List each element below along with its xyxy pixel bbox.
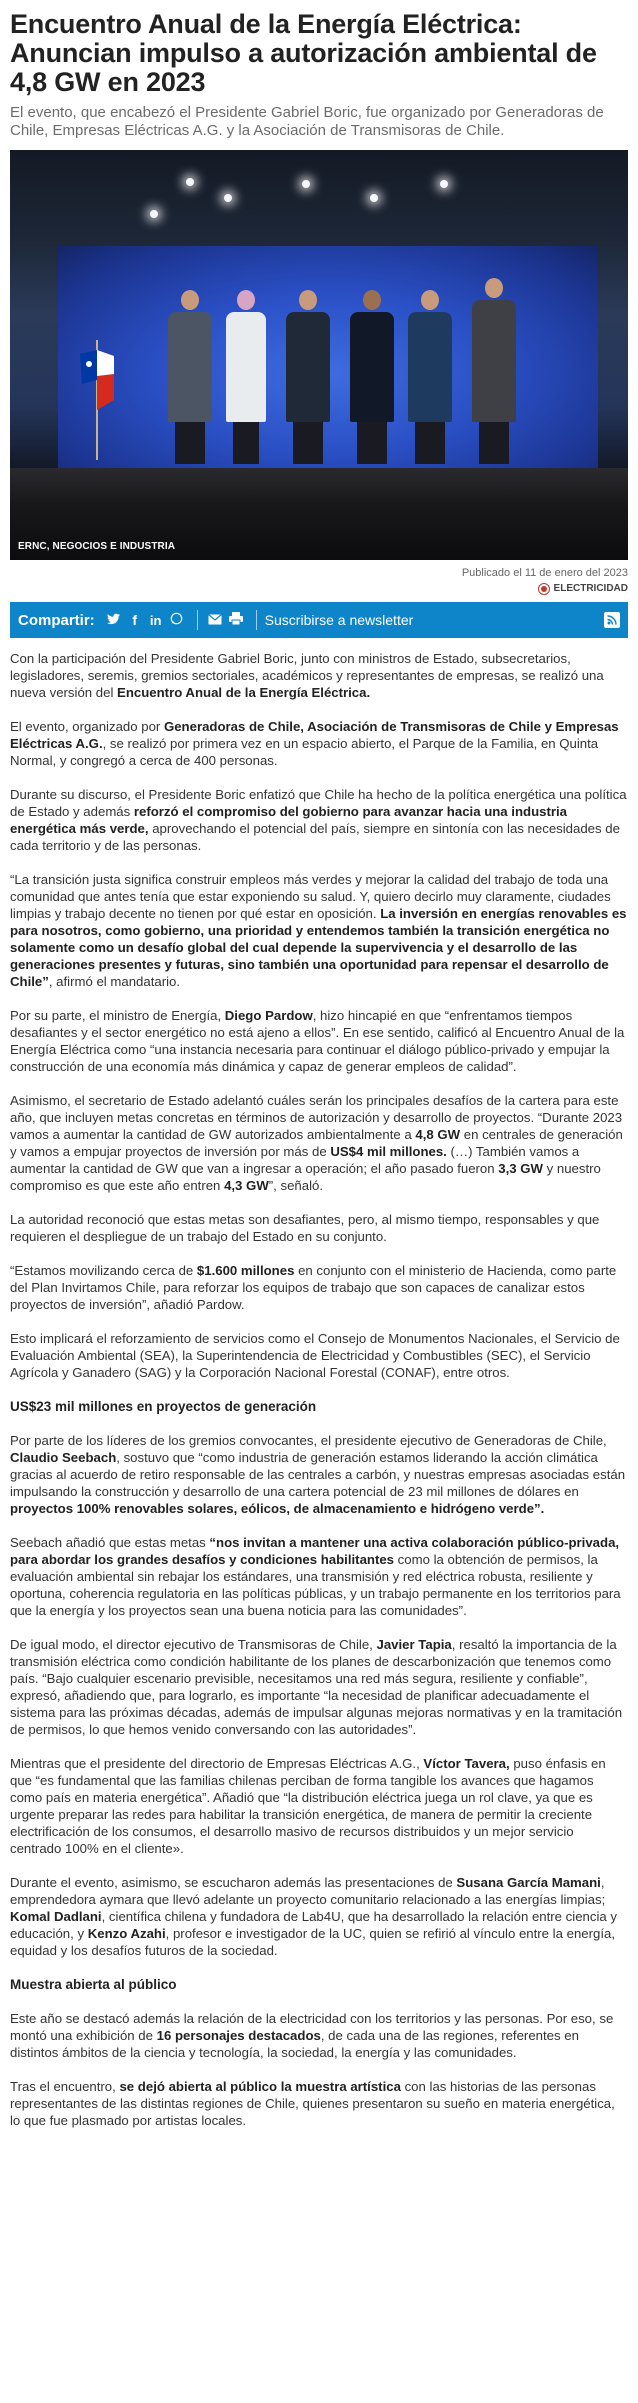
paragraph: Este año se destacó además la relación de la electricidad con los territorios y las personas. Por eso, se montó una exhibición de 16 personajes destacados, de cada una de las regiones, referentes en distintos ámbitos de la ciencia y tecnología, la sociedad, la energía y las comunidades. xyxy=(10,2011,614,2060)
paragraph: Por su parte, el ministro de Energía, Diego Pardow, hizo hincapié en que “enfrentamos tiempos desafiantes y el sector energético no está ajeno a ellos”. En ese sentido, calificó al Encuentro Anual de la Energía Eléctrica como “una instancia necesaria para continuar el diálogo público-privado y empujar la construcción de una economía más dinámica y capaz de generar empleos de calidad”. xyxy=(10,1008,625,1074)
share-divider xyxy=(256,610,257,630)
article-meta xyxy=(10,566,628,596)
facebook-icon[interactable]: f xyxy=(132,612,137,628)
article-subtitle: El evento, que encabezó el Presidente Gabriel Boric, fue organizado por Generadoras de Chile, Empresas Eléctricas A.G. y la Asociación de Transmisoras de Chile. xyxy=(10,104,604,139)
section-heading: US$23 mil millones en proyectos de generación xyxy=(10,1399,317,1414)
person-figure xyxy=(408,290,452,464)
paragraph: Seebach añadió que estas metas “nos invitan a mantener una activa colaboración público-privada, para abordar los grandes desafíos y condiciones habilitantes como la obtención de permisos, la evaluación ambiental sin rebajar los estándares, una transmisión y red eléctrica robusta, resiliente y oportuna, coherencia regulatoria en las políticas públicas, y un trabajo permanente en los territorios para que la energía y los proyectos sean una buena noticia para las comunidades”. xyxy=(10,1535,621,1618)
person-figure xyxy=(472,278,516,464)
paragraph: “Estamos movilizando cerca de $1.600 millones en conjunto con el ministerio de Hacienda, como parte del Plan Invirtamos Chile, para reforzar los equipos de trabajo que son capaces de canalizar estos proyectos de inversión”, añadió Pardow. xyxy=(10,1263,617,1312)
category-tag[interactable] xyxy=(538,582,628,596)
paragraph: Por parte de los líderes de los gremios convocantes, el presidente ejecutivo de Generadoras de Chile, Claudio Seebach, sostuvo que “como industria de generación estamos liderando la acción climática gracias al acuerdo de retiro responsable de las centrales a carbón, y nuestras empresas asociadas están impulsando la construcción y desarrollo de una cartera potencial de 23 mil millones de dólares en proyectos 100% renovables solares, eólicos, de almacenamiento e hidrógeno verde”. xyxy=(10,1433,626,1516)
paragraph: “La transición justa significa construir empleos más verdes y mejorar la calidad del trabajo de toda una comunidad que antes tenía que estar exponiendo su salud. Y, quiero decirlo muy claramente, ciudades limpias y trabajo decente no tienen por qué estar en oposición. La inversión en energías renovables es para nosotros, como gobierno, una prioridad y entendemos también la transición energética no solamente como un desafío global del cual depende la supervivencia y el desarrollo de las generaciones presentes y futuras, sino también una oportunidad para repensar el desarrollo de Chile”, afirmó el mandatario. xyxy=(10,872,627,989)
image-caption: ERNC, NEGOCIOS E INDUSTRIA xyxy=(18,541,176,552)
linkedin-icon[interactable]: in xyxy=(149,612,162,628)
paragraph: El evento, organizado por Generadoras de Chile, Asociación de Transmisoras de Chile y Empresas Eléctricas A.G., se realizó por primera vez en un espacio abierto, el Parque de la Familia, en Quinta Normal, y congregó a cerca de 400 personas. xyxy=(10,719,619,768)
publish-date: Publicado el 11 de enero del 2023 xyxy=(461,567,628,579)
stage-light xyxy=(302,180,310,188)
email-icon[interactable] xyxy=(206,612,224,628)
paragraph: Asimismo, el secretario de Estado adelantó cuáles serán los principales desafíos de la cartera para este año, que incluyen metas concretas en términos de autorización y desarrollo de proyectos. “Durante 2023 vamos a aumentar la cantidad de GW autorizados ambientalmente a 4,8 GW en centrales de generación y vamos a empujar proyectos de inversión por más de US$4 mil millones. (…) También vamos a aumentar la cantidad de GW que van a ingresar a operación; el año pasado fueron 3,3 GW y nuestro compromiso es que este año entren 4,3 GW”, señaló. xyxy=(10,1093,623,1193)
share-label: Compartir: xyxy=(18,611,95,629)
person-figure xyxy=(168,290,212,464)
stage-light xyxy=(224,194,232,202)
article-title: Encuentro Anual de la Energía Eléctrica: Anuncian impulso a autorización ambiental de 4,8 GW en 2023 xyxy=(10,9,597,97)
chile-flag-icon xyxy=(80,340,114,460)
stage-light xyxy=(370,194,378,202)
paragraph: Con la participación del Presidente Gabriel Boric, junto con ministros de Estado, subsecretarios, legisladores, seremis, gremios sectoriales, académicos y representantes de empresas, se realizó una nueva versión del Encuentro Anual de la Energía Eléctrica. xyxy=(10,651,604,700)
stage-light xyxy=(150,210,158,218)
stage-light xyxy=(440,180,448,188)
paragraph: Tras el encuentro, se dejó abierta al público la muestra artística con las historias de las personas representantes de las distintas regiones de Chile, quienes presentaron su sueño en materia energética, lo que fue plasmado por artistas locales. xyxy=(10,2079,615,2128)
whatsapp-icon[interactable] xyxy=(168,612,186,628)
share-bar xyxy=(10,602,628,638)
category-dot-icon xyxy=(538,583,550,595)
person-figure xyxy=(286,290,330,464)
paragraph: Esto implicará el reforzamiento de servicios como el Consejo de Monumentos Nacionales, el Servicio de Evaluación Ambiental (SEA), la Superintendencia de Electricidad y Combustibles (SEC), el Servicio Agrícola y Ganadero (SAG) y la Corporación Nacional Forestal (CONAF), entre otros. xyxy=(10,1331,620,1380)
paragraph: Durante el evento, asimismo, se escucharon además las presentaciones de Susana García Mamani, emprendedora aymara que llevó adelante un proyecto comunitario relacionado a las energías limpias; Komal Dadlani, científica chilena y fundadora de Lab4U, que ha desarrollado la relación entre ciencia y educación, y Kenzo Azahi, profesor e investigador de la UC, quien se refirió al vínculo entre la energía, equidad y los desafíos futuros de la sociedad. xyxy=(10,1875,617,1958)
paragraph: Durante su discurso, el Presidente Boric enfatizó que Chile ha hecho de la política energética una política de Estado y además reforzó el compromiso del gobierno para avanzar hacia una industria energética más verde, aprovechando el potencial del país, siempre en sintonía con las necesidades de cada territorio y de las personas. xyxy=(10,787,627,853)
person-figure xyxy=(350,290,394,464)
person-figure xyxy=(226,290,266,464)
rss-icon[interactable] xyxy=(604,612,620,628)
share-divider xyxy=(197,610,198,630)
hero-photo[interactable] xyxy=(10,150,628,560)
category-label: ELECTRICIDAD xyxy=(553,583,628,594)
print-icon[interactable] xyxy=(227,612,245,628)
paragraph: Mientras que el presidente del directorio de Empresas Eléctricas A.G., Víctor Tavera, puso énfasis en que “es fundamental que las familias chilenas perciban de forma tangible los avances que hagamos como país en materia energética”. Añadió que “la distribución eléctrica juega un rol clave, ya que es urgente preparar las redes para habilitar la transición energética, de manera de permitir la creciente electrificación de los consumos, el desarrollo masivo de recursos distribuidos y un mejor servicio centrado 100% en el cliente». xyxy=(10,1756,606,1856)
section-heading: Muestra abierta al público xyxy=(10,1977,177,1992)
twitter-icon[interactable] xyxy=(105,612,123,628)
stage-light xyxy=(186,178,194,186)
paragraph: De igual modo, el director ejecutivo de Transmisoras de Chile, Javier Tapia, resaltó la importancia de la transmisión eléctrica como condición habilitante de los planes de descarbonización que tenemos como país. “Bajo cualquier escenario previsible, necesitamos una red más segura, resiliente y confiable”, expresó, añadiendo que, para lograrlo, es importante “la necesidad de planificar adecuadamente el sistema para las próximas décadas, además de impulsar algunas mejoras normativas y en la tramitación de permisos, lo que hemos venido conversando con las autoridades”. xyxy=(10,1637,623,1737)
newsletter-subscribe-link[interactable]: Suscribirse a newsletter xyxy=(264,612,414,628)
article-body xyxy=(10,638,628,2129)
paragraph: La autoridad reconoció que estas metas son desafiantes, pero, al mismo tiempo, responsables y que requieren el despliegue de un trabajo del Estado en su conjunto. xyxy=(10,1212,600,1244)
